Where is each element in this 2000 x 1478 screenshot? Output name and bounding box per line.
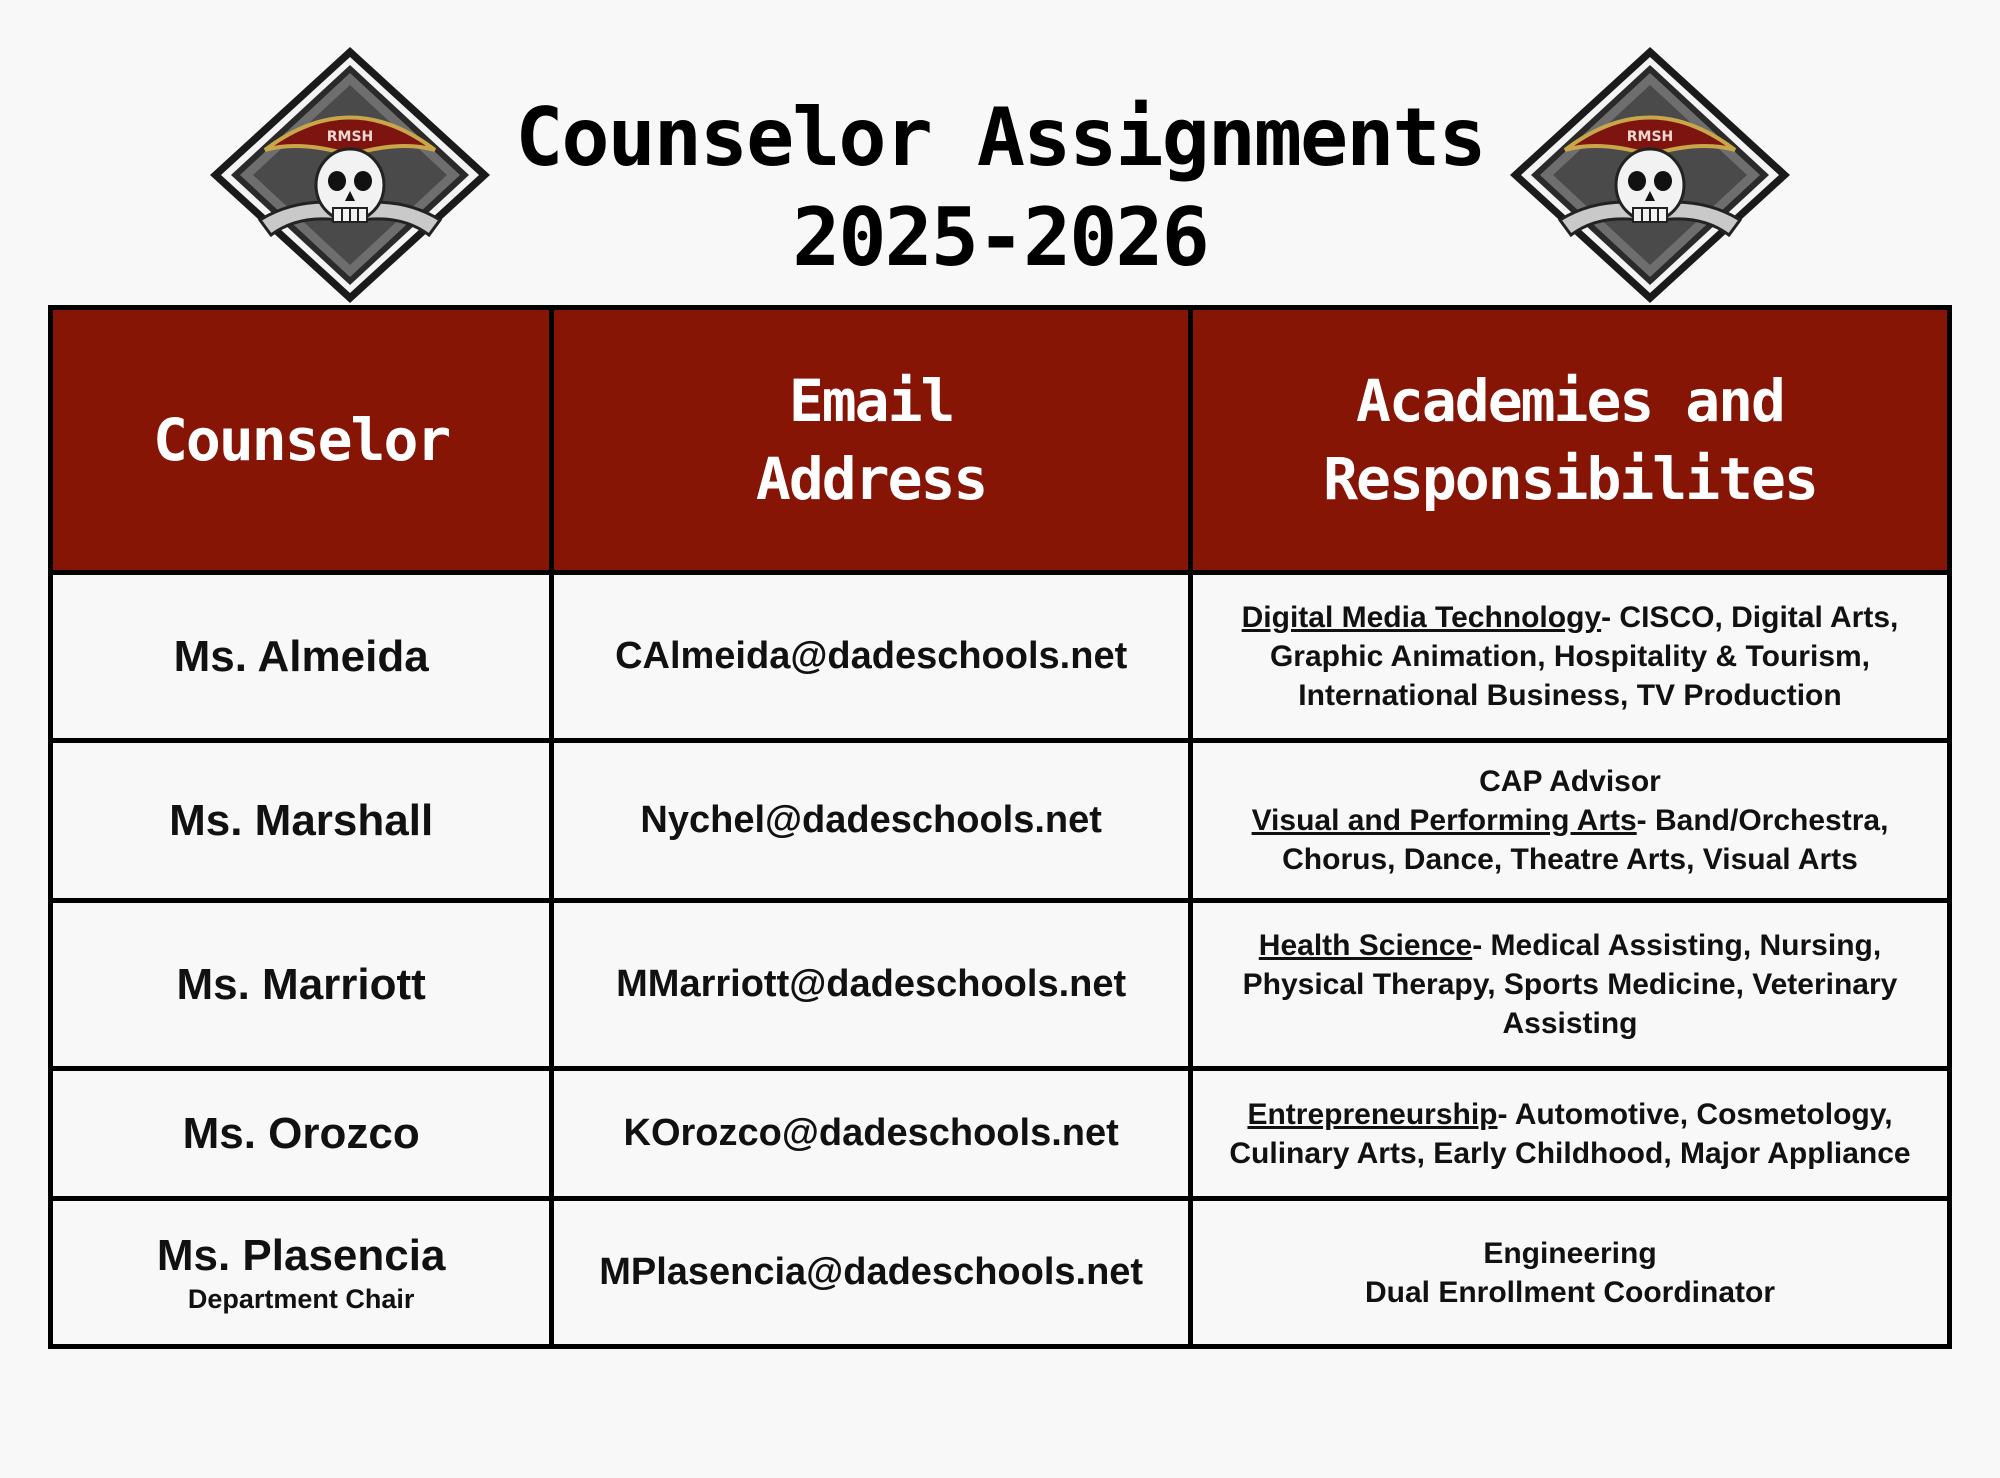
column-header-academies xyxy=(1190,308,1949,573)
column-header-counselor xyxy=(51,308,552,573)
column-header-counselor-label: Counselor xyxy=(153,406,450,474)
counselor-name: Ms. Marshall xyxy=(169,795,434,845)
column-header-email-line2: Address xyxy=(755,445,987,513)
counselor-email: MPlasencia@dadeschools.net xyxy=(599,1251,1144,1293)
academy-name: Entrepreneurship xyxy=(1247,1097,1498,1131)
academy-programs: - CISCO, Digital Arts, Graphic Animation, Hospitality & Tourism, International Business, TV Production xyxy=(1269,601,1899,712)
counselor-cell xyxy=(51,1199,552,1347)
email-cell xyxy=(552,901,1191,1069)
counselor-name: Ms. Almeida xyxy=(173,631,429,681)
responsibility-line: Engineering xyxy=(1483,1236,1657,1270)
title-line-2: 2025-2026 xyxy=(792,191,1208,284)
column-header-email-line1: Email xyxy=(788,367,954,435)
email-cell xyxy=(552,741,1191,901)
academy-name: Visual and Performing Arts xyxy=(1251,804,1637,837)
school-logo-right xyxy=(1505,45,1795,305)
pirate-logo-icon xyxy=(205,45,495,305)
academy-name: Health Science xyxy=(1258,929,1473,962)
table-row xyxy=(51,573,1950,741)
counselor-table xyxy=(48,305,1952,1349)
title-line-1: Counselor Assignments xyxy=(515,91,1485,184)
table-row xyxy=(51,901,1950,1069)
counselor-email: CAlmeida@dadeschools.net xyxy=(615,635,1128,677)
academies-cell xyxy=(1190,573,1949,741)
email-cell xyxy=(552,573,1191,741)
school-logo-left xyxy=(205,45,495,305)
counselor-cell xyxy=(51,573,552,741)
academies-cell xyxy=(1190,1199,1949,1347)
academy-programs: - Band/Orchestra, Chorus, Dance, Theatre Arts, Visual Arts xyxy=(1282,804,1889,876)
counselor-cell xyxy=(51,901,552,1069)
email-cell xyxy=(552,1069,1191,1199)
table-row xyxy=(51,1199,1950,1347)
counselor-email: KOrozco@dadeschools.net xyxy=(623,1112,1119,1154)
academy-programs: - Automotive, Cosmetology, Culinary Arts, Early Childhood, Major Appliance xyxy=(1229,1097,1911,1170)
counselor-title: Department Chair xyxy=(187,1283,415,1314)
pirate-logo-icon xyxy=(1505,45,1795,305)
responsibility-line: Dual Enrollment Coordinator xyxy=(1364,1275,1775,1309)
page-title xyxy=(500,88,1500,288)
email-cell xyxy=(552,1199,1191,1347)
counselor-name: Ms. Orozco xyxy=(182,1108,420,1158)
counselor-cell xyxy=(51,741,552,901)
counselor-name: Ms. Marriott xyxy=(176,959,426,1009)
column-header-academies-line2: Responsibilites xyxy=(1323,445,1817,513)
counselor-email: Nychel@dadeschools.net xyxy=(640,799,1102,841)
table-row xyxy=(51,1069,1950,1199)
academy-name: Digital Media Technology xyxy=(1241,601,1602,634)
column-header-email xyxy=(552,308,1191,573)
academy-programs: - Medical Assisting, Nursing, Physical Therapy, Sports Medicine, Veterinary Assisting xyxy=(1242,929,1898,1040)
academies-cell xyxy=(1190,1069,1949,1199)
academies-cell xyxy=(1190,901,1949,1069)
table-header-row xyxy=(51,308,1950,573)
counselor-name: Ms. Plasencia xyxy=(156,1230,446,1280)
academies-cell xyxy=(1190,741,1949,901)
responsibility-line: CAP Advisor xyxy=(1479,765,1661,798)
counselor-cell xyxy=(51,1069,552,1199)
table-row xyxy=(51,741,1950,901)
svg-text:RMSH: RMSH xyxy=(326,129,374,145)
svg-text:RMSH: RMSH xyxy=(1626,129,1674,145)
counselor-email: MMarriott@dadeschools.net xyxy=(616,963,1127,1005)
column-header-academies-line1: Academies and xyxy=(1356,367,1784,435)
